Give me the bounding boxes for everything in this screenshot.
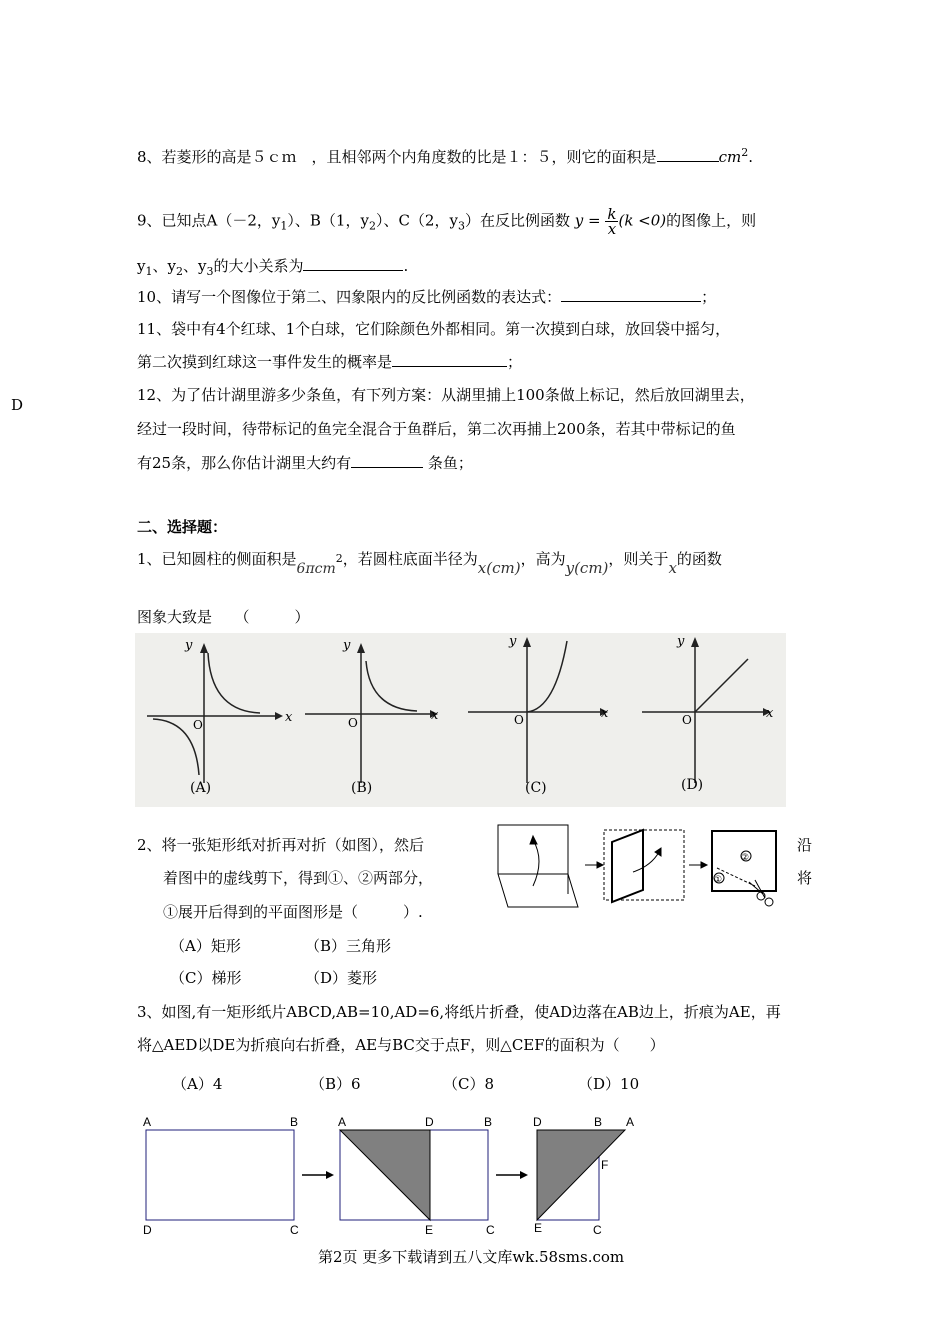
- part-1-mark: ①: [714, 874, 723, 884]
- cut-line: [717, 868, 755, 886]
- fig3-label-e: E: [534, 1221, 543, 1235]
- choice-question-2-line3: ①展开后得到的平面图形是（ ）.: [163, 903, 423, 921]
- choice-question-1: [137, 548, 722, 577]
- q9-line2-sub3: 3: [206, 265, 214, 278]
- question-9-line2: [137, 255, 408, 278]
- q9-text-b: ）、B（1，y: [287, 211, 369, 230]
- q2-option-d[interactable]: （D）菱形: [305, 969, 378, 987]
- choice-q1-text-b: ，若圆柱底面半径为: [342, 550, 478, 568]
- fig2-shaded-triangle: [340, 1130, 430, 1220]
- q9-line2-d: 的大小关系为: [213, 257, 304, 275]
- graph-b-origin: O: [348, 716, 358, 730]
- graph-c-label: (C): [525, 780, 547, 796]
- graph-c-x-label: x: [601, 706, 609, 721]
- question-11-line2: [137, 351, 522, 372]
- q3-option-a[interactable]: （A）4: [172, 1075, 223, 1093]
- q9-line2-sub1: 1: [145, 265, 153, 278]
- q9-line2-end: .: [403, 257, 409, 275]
- choice-question-3-line2: 将△AED以DE为折痕向右折叠，AE与BC交于点F，则△CEF的面积为（ ）: [137, 1036, 665, 1054]
- q9-sub3: 3: [457, 219, 465, 233]
- graph-d-origin: O: [682, 713, 692, 727]
- q2-option-b[interactable]: （B）三角形: [305, 937, 392, 955]
- func-y: y: [574, 211, 584, 230]
- answer-blank-12[interactable]: [351, 453, 423, 468]
- section-title: 二、选择题：: [137, 518, 228, 536]
- func-fraction: [605, 207, 618, 236]
- fold-step-1-back: [498, 825, 568, 874]
- choice-q1-area: 6πcm: [296, 561, 336, 577]
- choice-q1-var: x: [668, 559, 677, 577]
- choice-question-3-line1: 3、如图,有一矩形纸片ABCD,AB=10,AD=6,将纸片折叠，使AD边落在AB边上，折痕为AE，再: [137, 1003, 781, 1021]
- func-eq: =: [588, 211, 601, 230]
- side-mark: D: [11, 396, 24, 414]
- fig2-label-b: B: [484, 1115, 493, 1129]
- fig3-label-b: B: [594, 1115, 603, 1129]
- question-9-line1: [137, 207, 756, 236]
- q3-option-c[interactable]: （C）8: [443, 1075, 495, 1093]
- fig2-label-e: E: [425, 1223, 434, 1237]
- choice-question-2-line2: 着图中的虚线剪下，得到①、②两部分，: [163, 869, 434, 887]
- choice-question-2-line2-end: 将: [797, 869, 813, 887]
- choice-q1-radius: x(cm): [477, 559, 521, 577]
- q9-text-e: 的图像上，则: [666, 211, 757, 230]
- q3-option-b[interactable]: （B）6: [310, 1075, 361, 1093]
- fig3-shaded-triangle: [537, 1130, 625, 1220]
- q9-line2-c: 、y: [182, 257, 207, 275]
- q3-option-d[interactable]: （D）10: [578, 1075, 640, 1093]
- answer-blank-9[interactable]: [303, 256, 403, 271]
- graph-b-label: (B): [351, 780, 373, 796]
- choice-q1-text-e: 的函数: [676, 550, 722, 568]
- q9-text-d: ）在反比例函数: [464, 211, 570, 230]
- graph-d-x-label: x: [766, 706, 774, 721]
- fig1-label-b: B: [290, 1115, 299, 1129]
- choice-q1-height: y(cm): [565, 559, 609, 577]
- graph-b-x-label: x: [431, 708, 439, 723]
- fig3-label-a: A: [626, 1115, 635, 1129]
- question-12-line1: 12、为了估计湖里游多少条鱼，有下列方案：从湖里捕上100条做上标记，然后放回湖里去，: [137, 386, 755, 404]
- choice-question-1-line2: 图象大致是 （ ）: [137, 608, 310, 626]
- q9-line2-b: 、y: [152, 257, 176, 275]
- question-8-end: .: [748, 148, 753, 166]
- q9-sub2: 2: [368, 219, 376, 233]
- choice-q1-text-d: ，则关于: [608, 550, 669, 568]
- choice-q1-text-c: ，高为: [520, 550, 566, 568]
- graph-a-x-label: x: [285, 710, 293, 725]
- question-8: [137, 146, 753, 167]
- rectangle-folding-figure: [135, 1110, 645, 1238]
- graph-b-y-label: y: [343, 638, 351, 653]
- question-10-end: ；: [701, 288, 717, 306]
- question-8-text: 8、若菱形的高是５ｃｍ ，且相邻两个内角度数的比是１：５，则它的面积是: [137, 148, 657, 166]
- q9-line2-sub2: 2: [175, 265, 183, 278]
- fig3-label-f: F: [601, 1158, 609, 1172]
- func-condition: (k <0): [618, 211, 667, 230]
- q2-option-c[interactable]: （C）梯形: [170, 969, 242, 987]
- question-10-text: 10、请写一个图像位于第二、四象限内的反比例函数的表达式：: [137, 288, 562, 306]
- answer-blank-8[interactable]: [657, 147, 719, 162]
- unit-cm: cm: [718, 148, 742, 166]
- unit-power: 2: [741, 146, 749, 159]
- page-footer: 第2页 更多下载请到五八文库wk.58sms.com: [318, 1248, 625, 1266]
- q9-line2-a: y: [137, 257, 146, 275]
- function-graphs-figure: [135, 633, 786, 807]
- answer-blank-10[interactable]: [561, 287, 701, 302]
- part-2-mark: ②: [741, 852, 750, 862]
- fig3-label-c: C: [593, 1223, 602, 1237]
- fold-step-1-flap: [498, 874, 578, 907]
- question-12-end: 条鱼；: [423, 454, 473, 472]
- graph-a-origin: O: [193, 718, 203, 732]
- fig3-label-d: D: [533, 1115, 542, 1129]
- question-12-line2: 经过一段时间，待带标记的鱼完全混合于鱼群后，第二次再捕上200条，若其中带标记的鱼: [137, 420, 736, 438]
- fig2-label-a: A: [338, 1115, 347, 1129]
- q9-text-c: ）、C（2，y: [375, 211, 458, 230]
- fig1-label-c: C: [290, 1223, 299, 1237]
- paper-folding-figure: [493, 822, 788, 914]
- graph-d-y-label: y: [677, 634, 685, 649]
- fold-step-2-flap: [612, 830, 643, 902]
- graph-d-label: (D): [681, 777, 704, 793]
- graph-a-y-label: y: [185, 638, 193, 653]
- choice-question-2-line1: 2、将一张矩形纸对折再对折（如图），然后: [137, 836, 425, 854]
- func-numerator: k: [607, 205, 617, 223]
- func-denominator: x: [607, 220, 617, 238]
- fig1-label-d: D: [143, 1223, 152, 1237]
- question-12-line3: [137, 452, 473, 473]
- graph-a-label: (A): [190, 780, 212, 796]
- question-11-end: ；: [507, 353, 523, 371]
- graph-c-y-label: y: [509, 634, 517, 649]
- choice-q1-area-power: 2: [335, 552, 343, 565]
- fig2-label-c: C: [486, 1223, 495, 1237]
- fig2-label-d: D: [425, 1115, 434, 1129]
- fig1-label-a: A: [143, 1115, 152, 1129]
- question-10: [137, 286, 716, 307]
- q9-text-a: 9、已知点A（－2，y: [137, 211, 281, 230]
- question-11-text: 第二次摸到红球这一事件发生的概率是: [137, 353, 393, 371]
- q2-option-a[interactable]: （A）矩形: [170, 937, 241, 955]
- choice-q1-text-a: 1、已知圆柱的侧面积是: [137, 550, 297, 568]
- question-11-line1: 11、袋中有4个红球、1个白球，它们除颜色外都相同。第一次摸到白球，放回袋中摇匀，: [137, 320, 731, 338]
- choice-question-2-line1-end: 沿: [797, 836, 813, 854]
- graph-c-origin: O: [514, 713, 524, 727]
- fig1-rectangle: [146, 1130, 294, 1220]
- question-12-text: 有25条，那么你估计湖里大约有: [137, 454, 352, 472]
- q9-sub1: 1: [280, 219, 288, 233]
- answer-blank-11[interactable]: [392, 352, 507, 367]
